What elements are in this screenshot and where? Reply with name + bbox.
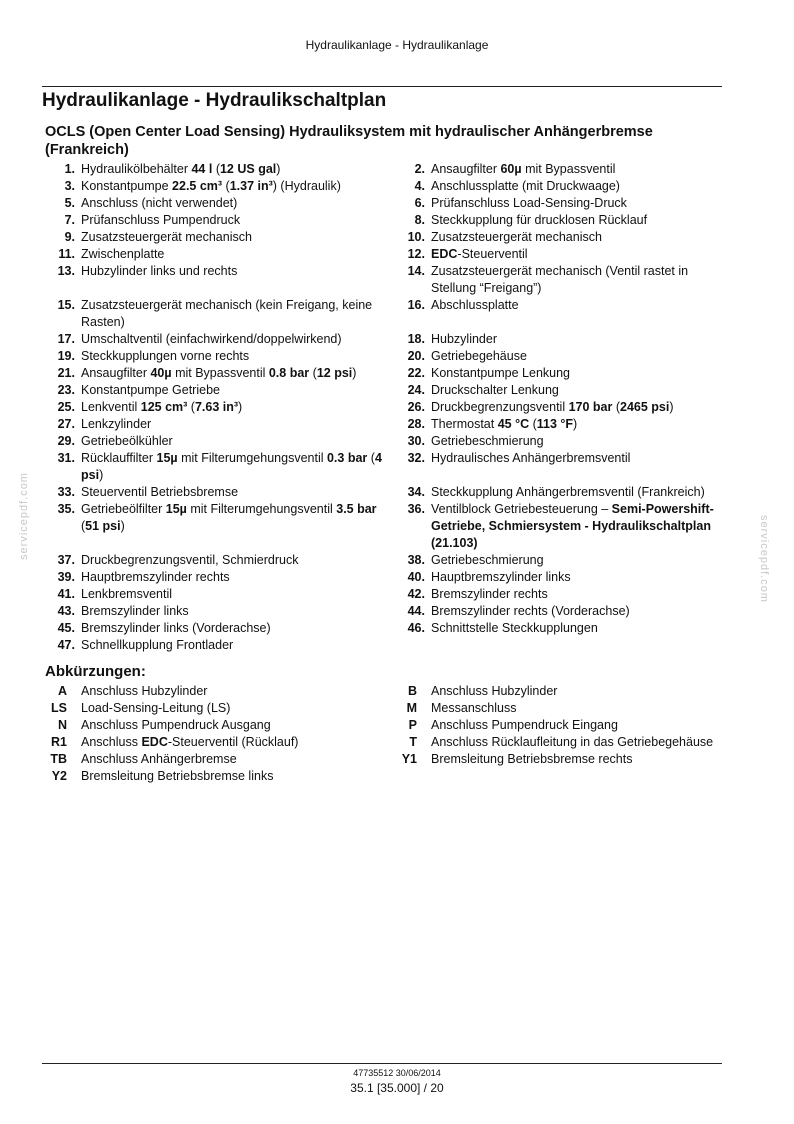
legend-item: [395, 569, 735, 586]
abbreviations-row: [45, 717, 735, 734]
legend-item-number: 6.: [414, 196, 425, 210]
legend-item-text: Bremszylinder links (Vorderachse): [81, 621, 271, 635]
abbreviation-item-text: Bremsleitung Betriebsbremse links: [81, 769, 274, 783]
legend-item-number: 1.: [64, 162, 75, 176]
page-number: 35.1 [35.000] / 20: [350, 1081, 444, 1095]
legend-item-number: 23.: [57, 383, 75, 397]
legend-item-number: 24.: [407, 383, 425, 397]
watermark-right: servicepdf.com: [758, 515, 770, 603]
legend-item-number: 34.: [407, 485, 425, 499]
legend-row: [45, 382, 735, 399]
legend-item-text: Steuerventil Betriebsbremse: [81, 485, 239, 499]
legend-item-number: 33.: [57, 485, 75, 499]
abbreviation-item-text: Load-Sensing-Leitung (LS): [81, 701, 231, 715]
abbreviations-row: [45, 700, 735, 717]
abbreviations-row: [45, 683, 735, 700]
legend-item-number: 43.: [57, 604, 75, 618]
abbreviation-item-number: Y1: [401, 752, 417, 766]
legend-item-number: 39.: [57, 570, 75, 584]
legend-item-number: 29.: [57, 434, 75, 448]
legend-item: [395, 382, 735, 399]
legend-item-number: 17.: [57, 332, 75, 346]
legend-item-text: Zusatzsteuergerät mechanisch: [81, 230, 252, 244]
legend-item-number: 30.: [407, 434, 425, 448]
legend-item-number: 28.: [407, 417, 425, 431]
legend-item-text: Druckbegrenzungsventil, Schmierdruck: [81, 553, 299, 567]
legend-row: [45, 195, 735, 212]
legend-item: [395, 331, 735, 348]
abbreviation-item-number: A: [57, 684, 67, 698]
legend-item-number: 5.: [64, 196, 75, 210]
abbreviation-item-text: Anschluss EDC-Steuerventil (Rücklauf): [81, 735, 299, 749]
legend-item: [395, 229, 735, 246]
legend-item: [45, 161, 395, 178]
legend-row: [45, 365, 735, 382]
legend-item-number: 36.: [407, 502, 425, 516]
legend-item-text: Steckkupplung für drucklosen Rücklauf: [431, 213, 648, 227]
legend-item-text: Hauptbremszylinder links: [431, 570, 571, 584]
legend-item: [45, 212, 395, 229]
legend-item: [45, 195, 395, 212]
legend-item-text: Ansaugfilter 60µ mit Bypassventil: [431, 162, 616, 176]
legend-item-text: Hauptbremszylinder rechts: [81, 570, 230, 584]
legend-item: [395, 348, 735, 365]
legend-item-number: 3.: [64, 179, 75, 193]
legend-item-text: Konstantpumpe Lenkung: [431, 366, 570, 380]
abbreviation-item: [395, 700, 735, 717]
legend-item: [45, 450, 395, 484]
legend-item: [45, 399, 395, 416]
legend-item-text: Hydraulikölbehälter 44 l (12 US gal): [81, 162, 281, 176]
abbreviation-item-text: Bremsleitung Betriebsbremse rechts: [431, 752, 633, 766]
legend-item-number: 20.: [407, 349, 425, 363]
abbreviation-item-number: R1: [51, 735, 67, 749]
document-code: 47735512 30/06/2014: [353, 1068, 441, 1078]
legend-item-number: 19.: [57, 349, 75, 363]
legend-item: [395, 263, 735, 297]
abbreviation-item-text: Anschluss Hubzylinder: [81, 684, 208, 698]
abbreviation-item-number: Y2: [51, 769, 67, 783]
legend-item-text: EDC-Steuerventil: [431, 247, 528, 261]
abbreviation-item-text: Anschluss Hubzylinder: [431, 684, 558, 698]
legend-item-number: 47.: [57, 638, 75, 652]
legend-item: [45, 229, 395, 246]
legend-item-number: 44.: [407, 604, 425, 618]
legend-item: [45, 178, 395, 195]
abbreviations-heading: Abkürzungen:: [45, 663, 146, 680]
legend-item-text: Konstantpumpe 22.5 cm³ (1.37 in³) (Hydraulik): [81, 179, 341, 193]
abbreviation-item-text: Anschluss Pumpendruck Ausgang: [81, 718, 271, 732]
legend-item-text: Anschlussplatte (mit Druckwaage): [431, 179, 620, 193]
legend-item-text: Bremszylinder rechts (Vorderachse): [431, 604, 630, 618]
legend-item-number: 18.: [407, 332, 425, 346]
legend-item-text: Getriebeschmierung: [431, 434, 544, 448]
legend-item: [45, 382, 395, 399]
abbreviation-item: [395, 734, 735, 751]
legend-row: [45, 433, 735, 450]
legend-row: [45, 229, 735, 246]
legend-row: [45, 212, 735, 229]
legend-row: [45, 161, 735, 178]
legend-item: [45, 246, 395, 263]
legend-item: [45, 433, 395, 450]
legend-item-number: 25.: [57, 400, 75, 414]
legend-item-text: Zwischenplatte: [81, 247, 165, 261]
legend-item: [395, 552, 735, 569]
abbreviation-item: [45, 683, 395, 700]
legend-item-number: 38.: [407, 553, 425, 567]
legend-row: [45, 501, 735, 552]
legend-item: [45, 501, 395, 552]
legend-item: [45, 416, 395, 433]
legend-item-text: Konstantpumpe Getriebe: [81, 383, 220, 397]
abbreviation-item-number: M: [406, 701, 417, 715]
legend-item-number: 32.: [407, 451, 425, 465]
abbreviation-item-number: B: [407, 684, 417, 698]
legend-row: [45, 348, 735, 365]
abbreviation-item: [45, 751, 395, 768]
legend-item: [395, 297, 735, 331]
legend-row: [45, 297, 735, 331]
legend-item-number: 10.: [407, 230, 425, 244]
legend-item-text: Zusatzsteuergerät mechanisch: [431, 230, 602, 244]
legend-item-number: 27.: [57, 417, 75, 431]
legend-item-number: 35.: [57, 502, 75, 516]
legend-item-text: Lenkzylinder: [81, 417, 152, 431]
legend-item-number: 7.: [64, 213, 75, 227]
legend-item-text: Getriebeölfilter 15µ mit Filterumgehungsventil 3.5 bar (51 psi): [81, 502, 377, 533]
legend-item-text: Steckkupplungen vorne rechts: [81, 349, 250, 363]
legend-item: [45, 263, 395, 297]
abbreviation-item-text: Anschluss Pumpendruck Eingang: [431, 718, 618, 732]
legend-item-text: Getriebegehäuse: [431, 349, 527, 363]
legend-row: [45, 246, 735, 263]
legend-item: [395, 365, 735, 382]
legend-item: [395, 399, 735, 416]
legend-item: [45, 586, 395, 603]
legend-item-number: 4.: [414, 179, 425, 193]
abbreviation-item-text: Anschluss Rücklaufleitung in das Getriebegehäuse: [431, 735, 714, 749]
legend-item: [395, 484, 735, 501]
legend-item-number: 46.: [407, 621, 425, 635]
legend-item-text: Bremszylinder rechts: [431, 587, 548, 601]
abbreviation-item-number: T: [409, 735, 417, 749]
legend-item-number: 40.: [407, 570, 425, 584]
legend-item: [45, 331, 395, 348]
legend-item: [45, 637, 395, 654]
legend-item: [45, 552, 395, 569]
legend-item-number: 21.: [57, 366, 75, 380]
running-header: Hydraulikanlage - Hydraulikanlage: [305, 38, 489, 52]
legend-item-text: Prüfanschluss Load-Sensing-Druck: [431, 196, 627, 210]
legend-row: [45, 569, 735, 586]
legend-item: [395, 433, 735, 450]
abbreviation-item-number: LS: [51, 701, 67, 715]
abbreviation-item: [395, 768, 735, 785]
legend-item-number: 37.: [57, 553, 75, 567]
legend-item-text: Umschaltventil (einfachwirkend/doppelwirkend): [81, 332, 342, 346]
legend-item-text: Hubzylinder links und rechts: [81, 264, 238, 278]
legend-row: [45, 637, 735, 654]
legend-item: [395, 161, 735, 178]
legend-row: [45, 263, 735, 297]
legend-item-text: Bremszylinder links: [81, 604, 189, 618]
legend-item-text: Zusatzsteuergerät mechanisch (Ventil rastet in Stellung “Freigang”): [431, 264, 689, 295]
abbreviations-row: [45, 751, 735, 768]
legend-item-number: 9.: [64, 230, 75, 244]
legend-item: [395, 620, 735, 637]
legend-item: [395, 501, 735, 552]
legend-item-text: Hubzylinder: [431, 332, 498, 346]
abbreviation-item: [45, 700, 395, 717]
legend-item-number: 2.: [414, 162, 425, 176]
legend-item-text: Prüfanschluss Pumpendruck: [81, 213, 241, 227]
abbreviation-item-text: Messanschluss: [431, 701, 517, 715]
legend-item-text: Thermostat 45 °C (113 °F): [431, 417, 578, 431]
top-divider: [42, 86, 722, 87]
legend-row: [45, 603, 735, 620]
legend-item: [45, 297, 395, 331]
abbreviation-item-number: N: [57, 718, 67, 732]
legend-row: [45, 331, 735, 348]
legend-item-text: Lenkventil 125 cm³ (7.63 in³): [81, 400, 243, 414]
legend-row: [45, 416, 735, 433]
legend-row: [45, 450, 735, 484]
legend-item-number: 45.: [57, 621, 75, 635]
legend-item-text: Druckschalter Lenkung: [431, 383, 559, 397]
watermark-left: servicepdf.com: [18, 472, 30, 560]
legend-item-text: Druckbegrenzungsventil 170 bar (2465 psi): [431, 400, 674, 414]
legend-item: [45, 365, 395, 382]
legend-item-number: 16.: [407, 298, 425, 312]
abbreviation-item-number: P: [408, 718, 417, 732]
legend-item-number: 14.: [407, 264, 425, 278]
legend-item-text: Getriebeschmierung: [431, 553, 544, 567]
abbreviations-row: [45, 734, 735, 751]
bottom-divider: [42, 1063, 722, 1064]
legend-item-number: 42.: [407, 587, 425, 601]
legend-item: [395, 416, 735, 433]
legend-item-number: 8.: [414, 213, 425, 227]
legend-item-text: Schnellkupplung Frontlader: [81, 638, 234, 652]
legend-item-text: Ventilblock Getriebesteuerung – Semi-Powershift-Getriebe, Schmiersystem - Hydraulikschaltplan (21.103): [431, 502, 714, 550]
legend-item-number: 11.: [58, 247, 75, 261]
legend-item-text: Anschluss (nicht verwendet): [81, 196, 238, 210]
legend-item: [395, 450, 735, 484]
legend-item: [395, 195, 735, 212]
legend-item-number: 13.: [57, 264, 75, 278]
legend-item-number: 22.: [407, 366, 425, 380]
legend-item-text: Ansaugfilter 40µ mit Bypassventil 0.8 bar (12 psi): [81, 366, 357, 380]
legend-row: [45, 586, 735, 603]
legend-item-number: 31.: [57, 451, 75, 465]
legend-item-text: Steckkupplung Anhängerbremsventil (Frankreich): [431, 485, 705, 499]
legend-row: [45, 399, 735, 416]
legend-row: [45, 178, 735, 195]
abbreviation-item: [45, 734, 395, 751]
legend-item: [45, 484, 395, 501]
legend-row: [45, 620, 735, 637]
legend-item: [395, 586, 735, 603]
component-legend: [45, 161, 735, 654]
legend-item: [45, 348, 395, 365]
abbreviation-item: [45, 768, 395, 785]
section-title: Hydraulikanlage - Hydraulikschaltplan: [42, 90, 387, 111]
legend-item-text: Hydraulisches Anhängerbremsventil: [431, 451, 631, 465]
abbreviation-item-text: Anschluss Anhängerbremse: [81, 752, 237, 766]
legend-item-number: 15.: [57, 298, 75, 312]
legend-item-text: Zusatzsteuergerät mechanisch (kein Freigang, keine Rasten): [81, 298, 373, 329]
legend-item: [45, 569, 395, 586]
legend-item-text: Getriebeölkühler: [81, 434, 173, 448]
legend-row: [45, 552, 735, 569]
legend-item-text: Lenkbremsventil: [81, 587, 173, 601]
legend-item: [395, 603, 735, 620]
legend-item-number: 41.: [57, 587, 75, 601]
legend-item: [395, 178, 735, 195]
legend-item-number: 26.: [407, 400, 425, 414]
abbreviation-item: [395, 683, 735, 700]
legend-item: [45, 620, 395, 637]
legend-item: [395, 246, 735, 263]
legend-item-text: Rücklauffilter 15µ mit Filterumgehungsventil 0.3 bar (4 psi): [81, 451, 382, 482]
abbreviation-item-number: TB: [50, 752, 67, 766]
legend-item: [395, 637, 735, 654]
abbreviations-list: [45, 683, 735, 785]
legend-item: [395, 212, 735, 229]
legend-item-text: Schnittstelle Steckkupplungen: [431, 621, 598, 635]
legend-item-text: Abschlussplatte: [431, 298, 519, 312]
sub-title: OCLS (Open Center Load Sensing) Hydrauliksystem mit hydraulischer Anhängerbremse (Frankreich): [45, 124, 653, 158]
legend-item: [45, 603, 395, 620]
legend-item-number: 12.: [407, 247, 425, 261]
abbreviation-item: [395, 717, 735, 734]
abbreviations-row: [45, 768, 735, 785]
legend-row: [45, 484, 735, 501]
abbreviation-item: [45, 717, 395, 734]
abbreviation-item: [395, 751, 735, 768]
